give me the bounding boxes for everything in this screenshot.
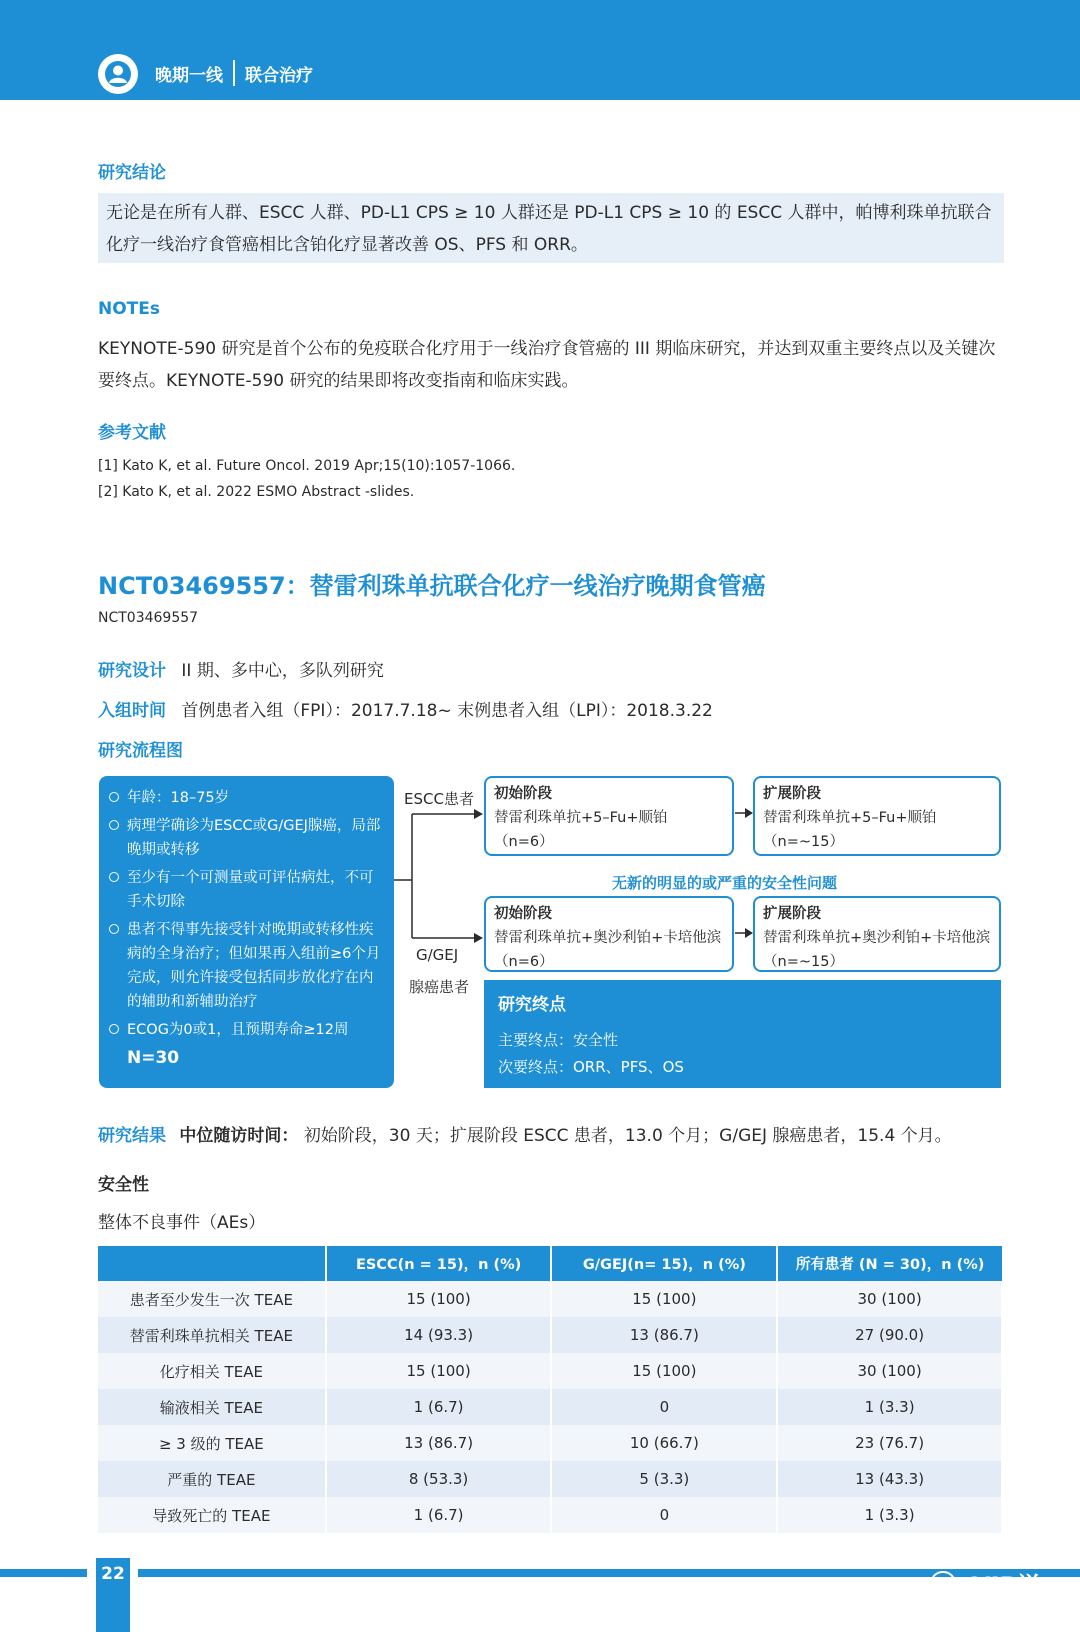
table-row [98,1353,1002,1389]
escc-initial-phase-box [484,776,734,856]
phase-regimen: 替雷利珠单抗+奥沙利铂+卡培他滨 [494,930,722,946]
table-cell: 15 (100) [551,1281,777,1317]
table-cell: 30 (100) [777,1281,1002,1317]
endpoint-title: 研究终点 [498,995,566,1015]
criterion-text: 至少有一个可测量或可评估病灶，不可手术切除 [127,870,374,910]
ggej-expansion-phase-box [753,896,1001,972]
adverse-events-table [98,1246,1003,1533]
phase-title: 初始阶段 [494,786,552,802]
conclusion-text: 无论是在所有人群、ESCC 人群、PD-L1 CPS ≥ 10 人群还是 PD-L1 CPS ≥ 10 的 ESCC 人群中，帕博利珠单抗联合化疗一线治疗食管癌相比含铂化疗显著改善 OS、PFS 和 ORR。 [106,203,992,255]
row-label: 患者至少发生一次 TEAE [98,1281,326,1317]
footer-gap [87,1569,96,1577]
reference-item: [1] Kato K, et al. Future Oncol. 2019 Apr;15(10):1057-1066. [98,458,516,474]
enroll-value: 首例患者入组（FPI）：2017.7.18~ 末例患者入组（LPI）：2018.3.22 [181,701,713,721]
phase-title: 扩展阶段 [763,906,821,922]
primary-endpoint: 主要终点：安全性 [498,1031,619,1049]
criterion-item [109,1018,384,1042]
notes-title: NOTEs [98,299,161,319]
criterion-text: 病理学确诊为ESCC或G/GEJ腺癌，局部晚期或转移 [127,818,381,858]
circle-bullet-icon [109,872,119,882]
phase-n: （n=6） [494,834,554,850]
table-cell: 23 (76.7) [777,1425,1002,1461]
page-number: 22 [96,1558,130,1632]
table-cell: 1 (6.7) [326,1497,552,1533]
person-icon [98,54,138,94]
table-cell: 8 (53.3) [326,1461,552,1497]
wechat-icon [930,1570,964,1598]
safety-note: 无新的明显的或严重的安全性问题 [612,874,838,892]
arrow-right-icon [734,926,754,940]
table-cell: 1 (6.7) [326,1389,552,1425]
conclusion-box [98,193,1004,263]
secondary-endpoint: 次要终点：ORR、PFS、OS [498,1058,684,1076]
followup-label: 中位随访时间： [179,1126,299,1146]
circle-bullet-icon [109,1024,119,1034]
table-cell: 1 (3.3) [777,1497,1002,1533]
inclusion-criteria-box [99,776,394,1088]
notes-text: KEYNOTE-590 研究是首个公布的免疫联合化疗用于一线治疗食管癌的 III 期临床研究，并达到双重主要终点以及关键次要终点。KEYNOTE-590 研究的结果即将改变指南和临床实践。 [98,339,996,391]
row-label: 替雷利珠单抗相关 TEAE [98,1317,326,1353]
table-row [98,1317,1002,1353]
table-cell: 0 [551,1497,777,1533]
row-label: ≥ 3 级的 TEAE [98,1425,326,1461]
table-row [98,1461,1002,1497]
criterion-item [109,918,384,1014]
escc-cohort-label: ESCC患者 [404,790,474,808]
phase-n: （n=~15） [763,834,844,850]
criterion-text: ECOG为0或1，且预期寿命≥12周 [127,1022,349,1038]
criterion-item [109,866,384,914]
footer-gap [130,1569,138,1577]
trial-id: NCT03469557 [98,610,199,626]
arrow-right-icon [734,806,754,820]
results-label: 研究结果 [98,1126,166,1146]
trial-title: NCT03469557：替雷利珠单抗联合化疗一线治疗晚期食管癌 [98,572,766,600]
table-cell: 13 (86.7) [551,1317,777,1353]
table-row [98,1425,1002,1461]
ggej-cohort-label-1: G/GEJ [416,946,459,964]
criterion-item [109,814,384,862]
phase-title: 扩展阶段 [763,786,821,802]
column-header: ESCC(n = 15)，n (%) [326,1246,552,1281]
brand-name: VIP说 [972,1572,1042,1600]
table-cell: 1 (3.3) [777,1389,1002,1425]
phase-regimen: 替雷利珠单抗+5–Fu+顺铂 [763,810,937,826]
phase-n: （n=~15） [763,954,844,970]
endpoint-box [484,980,1001,1088]
safety-title: 安全性 [98,1175,149,1195]
table-cell: 30 (100) [777,1353,1002,1389]
conclusion-title: 研究结论 [98,163,166,183]
breadcrumb-divider [233,60,235,86]
design-value: II 期、多中心，多队列研究 [181,661,384,681]
breadcrumb-subsection: 联合治疗 [245,65,313,86]
phase-title: 初始阶段 [494,906,552,922]
breadcrumb-section: 晚期一线 [155,65,223,86]
design-label: 研究设计 [98,661,166,681]
followup-value: 初始阶段，30 天；扩展阶段 ESCC 患者，13.0 个月；G/GEJ 腺癌患者，15.4 个月。 [303,1126,952,1146]
column-header: G/GEJ(n= 15)，n (%) [551,1246,777,1281]
table-row [98,1281,1002,1317]
phase-n: （n=6） [494,954,554,970]
circle-bullet-icon [109,820,119,830]
criterion-text: 患者不得事先接受针对晚期或转移性疾病的全身治疗；但如果再入组前≥6个月完成，则允许接受包括同步放化疗在内的辅助和新辅助治疗 [127,922,381,1010]
footer-rule [0,1569,1080,1577]
criterion-text: 年龄：18–75岁 [127,790,230,806]
table-row [98,1497,1002,1533]
row-label: 导致死亡的 TEAE [98,1497,326,1533]
table-cell: 14 (93.3) [326,1317,552,1353]
ggej-initial-phase-box [484,896,734,972]
breadcrumb [155,60,313,86]
table-cell: 15 (100) [551,1353,777,1389]
table-cell: 5 (3.3) [551,1461,777,1497]
table-header-row [98,1246,1002,1281]
flow-title: 研究流程图 [98,741,183,761]
circle-bullet-icon [109,792,119,802]
table-row [98,1389,1002,1425]
safety-subtitle: 整体不良事件（AEs） [98,1213,266,1233]
ggej-cohort-label-2: 腺癌患者 [409,978,470,996]
enroll-label: 入组时间 [98,701,166,721]
table-cell: 13 (86.7) [326,1425,552,1461]
row-label: 输液相关 TEAE [98,1389,326,1425]
escc-expansion-phase-box [753,776,1001,856]
wechat-brand [930,1566,1041,1601]
table-cell: 10 (66.7) [551,1425,777,1461]
references-title: 参考文献 [98,423,166,443]
criterion-item [109,786,384,810]
table-cell: 0 [551,1389,777,1425]
table-cell: 27 (90.0) [777,1317,1002,1353]
results-row [98,1121,952,1146]
row-label: 化疗相关 TEAE [98,1353,326,1389]
row-label: 严重的 TEAE [98,1461,326,1497]
table-cell: 15 (100) [326,1353,552,1389]
enroll-row [98,696,713,721]
column-header [98,1246,326,1281]
design-row [98,656,384,681]
phase-regimen: 替雷利珠单抗+5–Fu+顺铂 [494,810,668,826]
circle-bullet-icon [109,924,119,934]
reference-item: [2] Kato K, et al. 2022 ESMO Abstract -slides. [98,484,415,500]
phase-regimen: 替雷利珠单抗+奥沙利铂+卡培他滨 [763,930,991,946]
table-cell: 15 (100) [326,1281,552,1317]
column-header: 所有患者 (N = 30)，n (%) [777,1246,1002,1281]
sample-size: N=30 [127,1048,180,1068]
table-cell: 13 (43.3) [777,1461,1002,1497]
